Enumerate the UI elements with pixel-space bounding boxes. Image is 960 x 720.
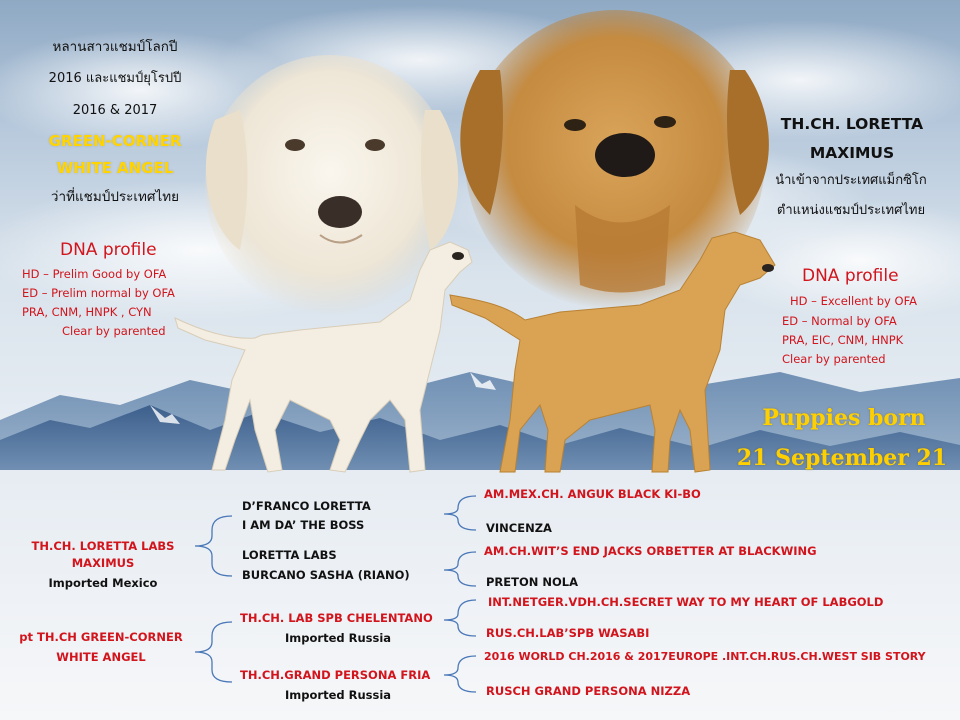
pedigree-sire-sire-sire: AM.MEX.CH. ANGUK BLACK KI-BO	[484, 487, 701, 501]
right-dog-name-line-1: TH.CH. LORETTA	[780, 115, 924, 133]
left-thai-line-4: ว่าที่แชมป์ประเทศไทย	[50, 189, 180, 205]
bracket-sire-dam	[444, 552, 476, 586]
right-dna-line: ED – Normal by OFA	[782, 314, 897, 328]
left-dna-line: Clear by parented	[62, 324, 166, 338]
pedigree-sire-sire-dam: VINCENZA	[486, 521, 552, 535]
pedigree-dam-sire-name: TH.CH. LAB SPB CHELENTANO	[240, 611, 433, 625]
pedigree-dam-name-line-2: WHITE ANGEL	[56, 650, 146, 664]
puppies-born-line-1: Puppies born	[762, 405, 926, 431]
left-thai-line-3: 2016 & 2017	[72, 103, 158, 118]
pedigree-dam-dam-name: TH.CH.GRAND PERSONA FRIA	[240, 668, 431, 682]
pedigree-dam-name-line-1: pt TH.CH GREEN-CORNER	[19, 630, 183, 644]
pedigree-sire-dam-dam: PRETON NOLA	[486, 575, 579, 589]
left-dog-name-line-2: WHITE ANGEL	[56, 159, 174, 177]
left-dna-line: PRA, CNM, HNPK , CYN	[22, 305, 152, 319]
left-dog-name-line-1: GREEN-CORNER	[48, 132, 182, 150]
right-thai-line-2: ตำแหน่งแชมป์ประเทศไทย	[776, 203, 926, 218]
right-dna-line: PRA, EIC, CNM, HNPK	[782, 333, 904, 347]
pedigree-dam-dam-origin: Imported Russia	[285, 688, 392, 702]
pedigree-sire-dam-sire: AM.CH.WIT’S END JACKS ORBETTER AT BLACKWING	[484, 544, 817, 558]
pedigree-dam-sire-origin: Imported Russia	[285, 631, 392, 645]
pedigree-dam-dam-sire: 2016 WORLD CH.2016 & 2017EUROPE .INT.CH.RUS.CH.WEST SIB STORY	[484, 650, 926, 663]
left-thai-line-1: หลานสาวแชมป์โลกปี	[52, 39, 178, 55]
puppies-born-date: 21 September 21	[736, 445, 948, 471]
bracket-dam-sire	[444, 600, 476, 636]
left-dna-line: ED – Prelim normal by OFA	[22, 286, 175, 300]
right-dna-line: Clear by parented	[782, 352, 886, 366]
right-thai-line-1: นำเข้าจากประเทศแม็กซิโก	[775, 173, 927, 188]
pedigree-dam-dam-dam: RUSCH GRAND PERSONA NIZZA	[486, 684, 691, 698]
left-dna-title: DNA profile	[60, 240, 157, 260]
right-dna-title: DNA profile	[802, 266, 899, 286]
pedigree-sire-origin: Imported Mexico	[48, 576, 158, 590]
pedigree-sire-name-line-2: MAXIMUS	[71, 556, 135, 570]
left-dna-line: HD – Prelim Good by OFA	[22, 267, 167, 281]
pedigree-dam-sire-dam: RUS.CH.LAB’SPB WASABI	[486, 626, 650, 640]
pedigree-dam-sire-sire: INT.NETGER.VDH.CH.SECRET WAY TO MY HEART OF LABGOLD	[488, 595, 884, 609]
right-dna-line: HD – Excellent by OFA	[790, 294, 917, 308]
pedigree-sire-name-line-1: TH.CH. LORETTA LABS	[31, 539, 175, 553]
bracket-dam	[195, 622, 232, 682]
bracket-dam-dam	[444, 656, 476, 692]
bracket-sire-sire	[444, 496, 476, 530]
bracket-sire	[195, 516, 232, 576]
pedigree-sire-dam-line-1: LORETTA LABS	[242, 548, 337, 562]
left-thai-line-2: 2016 และแชมป์ยุโรปปี	[48, 71, 182, 86]
pedigree-sire-sire-line-1: D’FRANCO LORETTA	[242, 499, 371, 513]
pedigree-sire-sire-line-2: I AM DA’ THE BOSS	[242, 518, 365, 532]
pedigree-sire-dam-line-2: BURCANO SASHA (RIANO)	[242, 568, 410, 582]
right-dog-name-line-2: MAXIMUS	[809, 144, 895, 162]
